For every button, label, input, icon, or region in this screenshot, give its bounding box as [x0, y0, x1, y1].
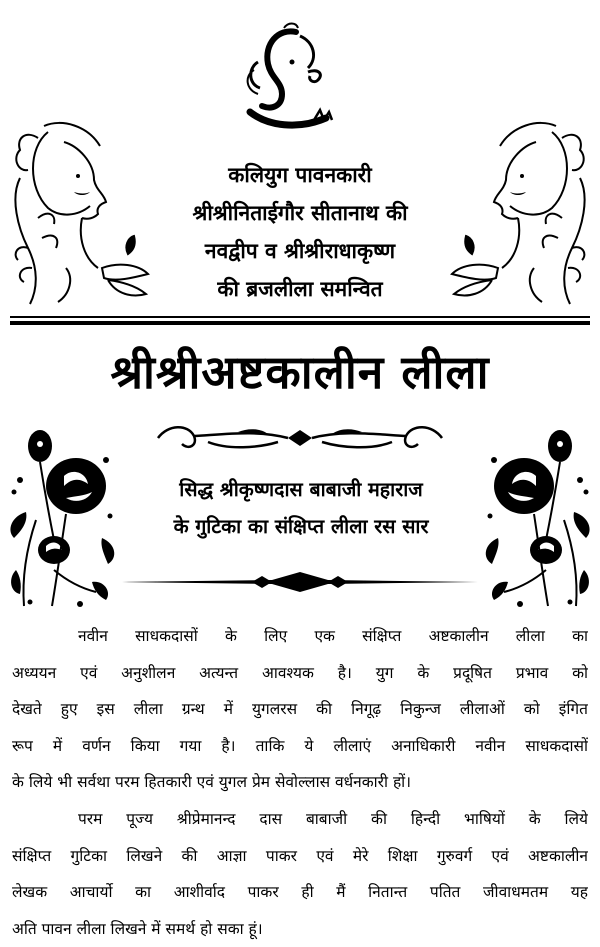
body-line: अति पावन लीला लिखने में समर्थ हो सका हूं। [12, 919, 263, 938]
body-line: अध्ययन एवं अनुशीलन अत्यन्त आवश्यक है। युग के प्रदूषित प्रभाव को [12, 663, 588, 682]
divider-rule-thin [10, 316, 590, 318]
subtitle-line: श्रीश्रीनिताईगौर सीतानाथ की [192, 201, 408, 225]
body-line: नवीन साधकदासों के लिए एक संक्षिप्त अष्टकालीन लीला का [78, 627, 588, 645]
author-block [115, 471, 487, 545]
body-line: देखते हुए इस लीला ग्रन्थ में युगलरस की निगूढ़ निकुन्ज लीलाओं को इंगित [12, 700, 588, 719]
diamond-divider-icon [122, 570, 478, 594]
subtitle-line: नवद्वीप व श्रीश्रीराधाकृष्ण [204, 239, 396, 263]
rose-bouquet-illustration [482, 420, 594, 610]
woman-with-lamp-illustration [442, 118, 592, 308]
body-line: के लिये भी सर्वथा परम हितकारी एवं युगल प्रेम सेवोल्लास वर्धनकारी हों। [12, 773, 412, 792]
body-text [12, 618, 588, 947]
author-line: के गुटिका का संक्षिप्त लीला रस सार [173, 515, 429, 538]
body-line: संक्षिप्त गुटिका लिखने की आज्ञा पाकर एवं मेरे शिक्षा गुरुवर्ग एवं अष्टकालीन [12, 846, 588, 865]
subtitle-line: कलियुग पावनकारी [228, 163, 372, 187]
page-title: श्रीश्रीअष्टकालीन लीला [110, 345, 490, 399]
body-line: रूप में वर्णन किया गया है। ताकि ये लीलाएं अनाधिकारी नवीन साधकदासों [12, 736, 588, 755]
body-line: लेखक आचार्यो का आशीर्वाद पाकर ही मैं नितान्त पतित जीवाधमतम यह [12, 883, 588, 902]
woman-with-lamp-illustration [8, 118, 158, 308]
author-line: सिद्ध श्रीकृष्णदास बाबाजी महाराज [179, 478, 423, 501]
body-line: परम पूज्य श्रीप्रेमानन्द दास बाबाजी की हिन्दी भाषियों के लिये [78, 809, 588, 828]
ganesha-emblem-icon [238, 22, 338, 142]
rose-bouquet-illustration [6, 420, 118, 610]
flourish-ornament-icon [148, 420, 452, 456]
subtitle-line: की ब्रजलीला समन्वित [217, 277, 383, 301]
subtitle [140, 156, 460, 308]
divider-rule-thick [10, 321, 590, 325]
